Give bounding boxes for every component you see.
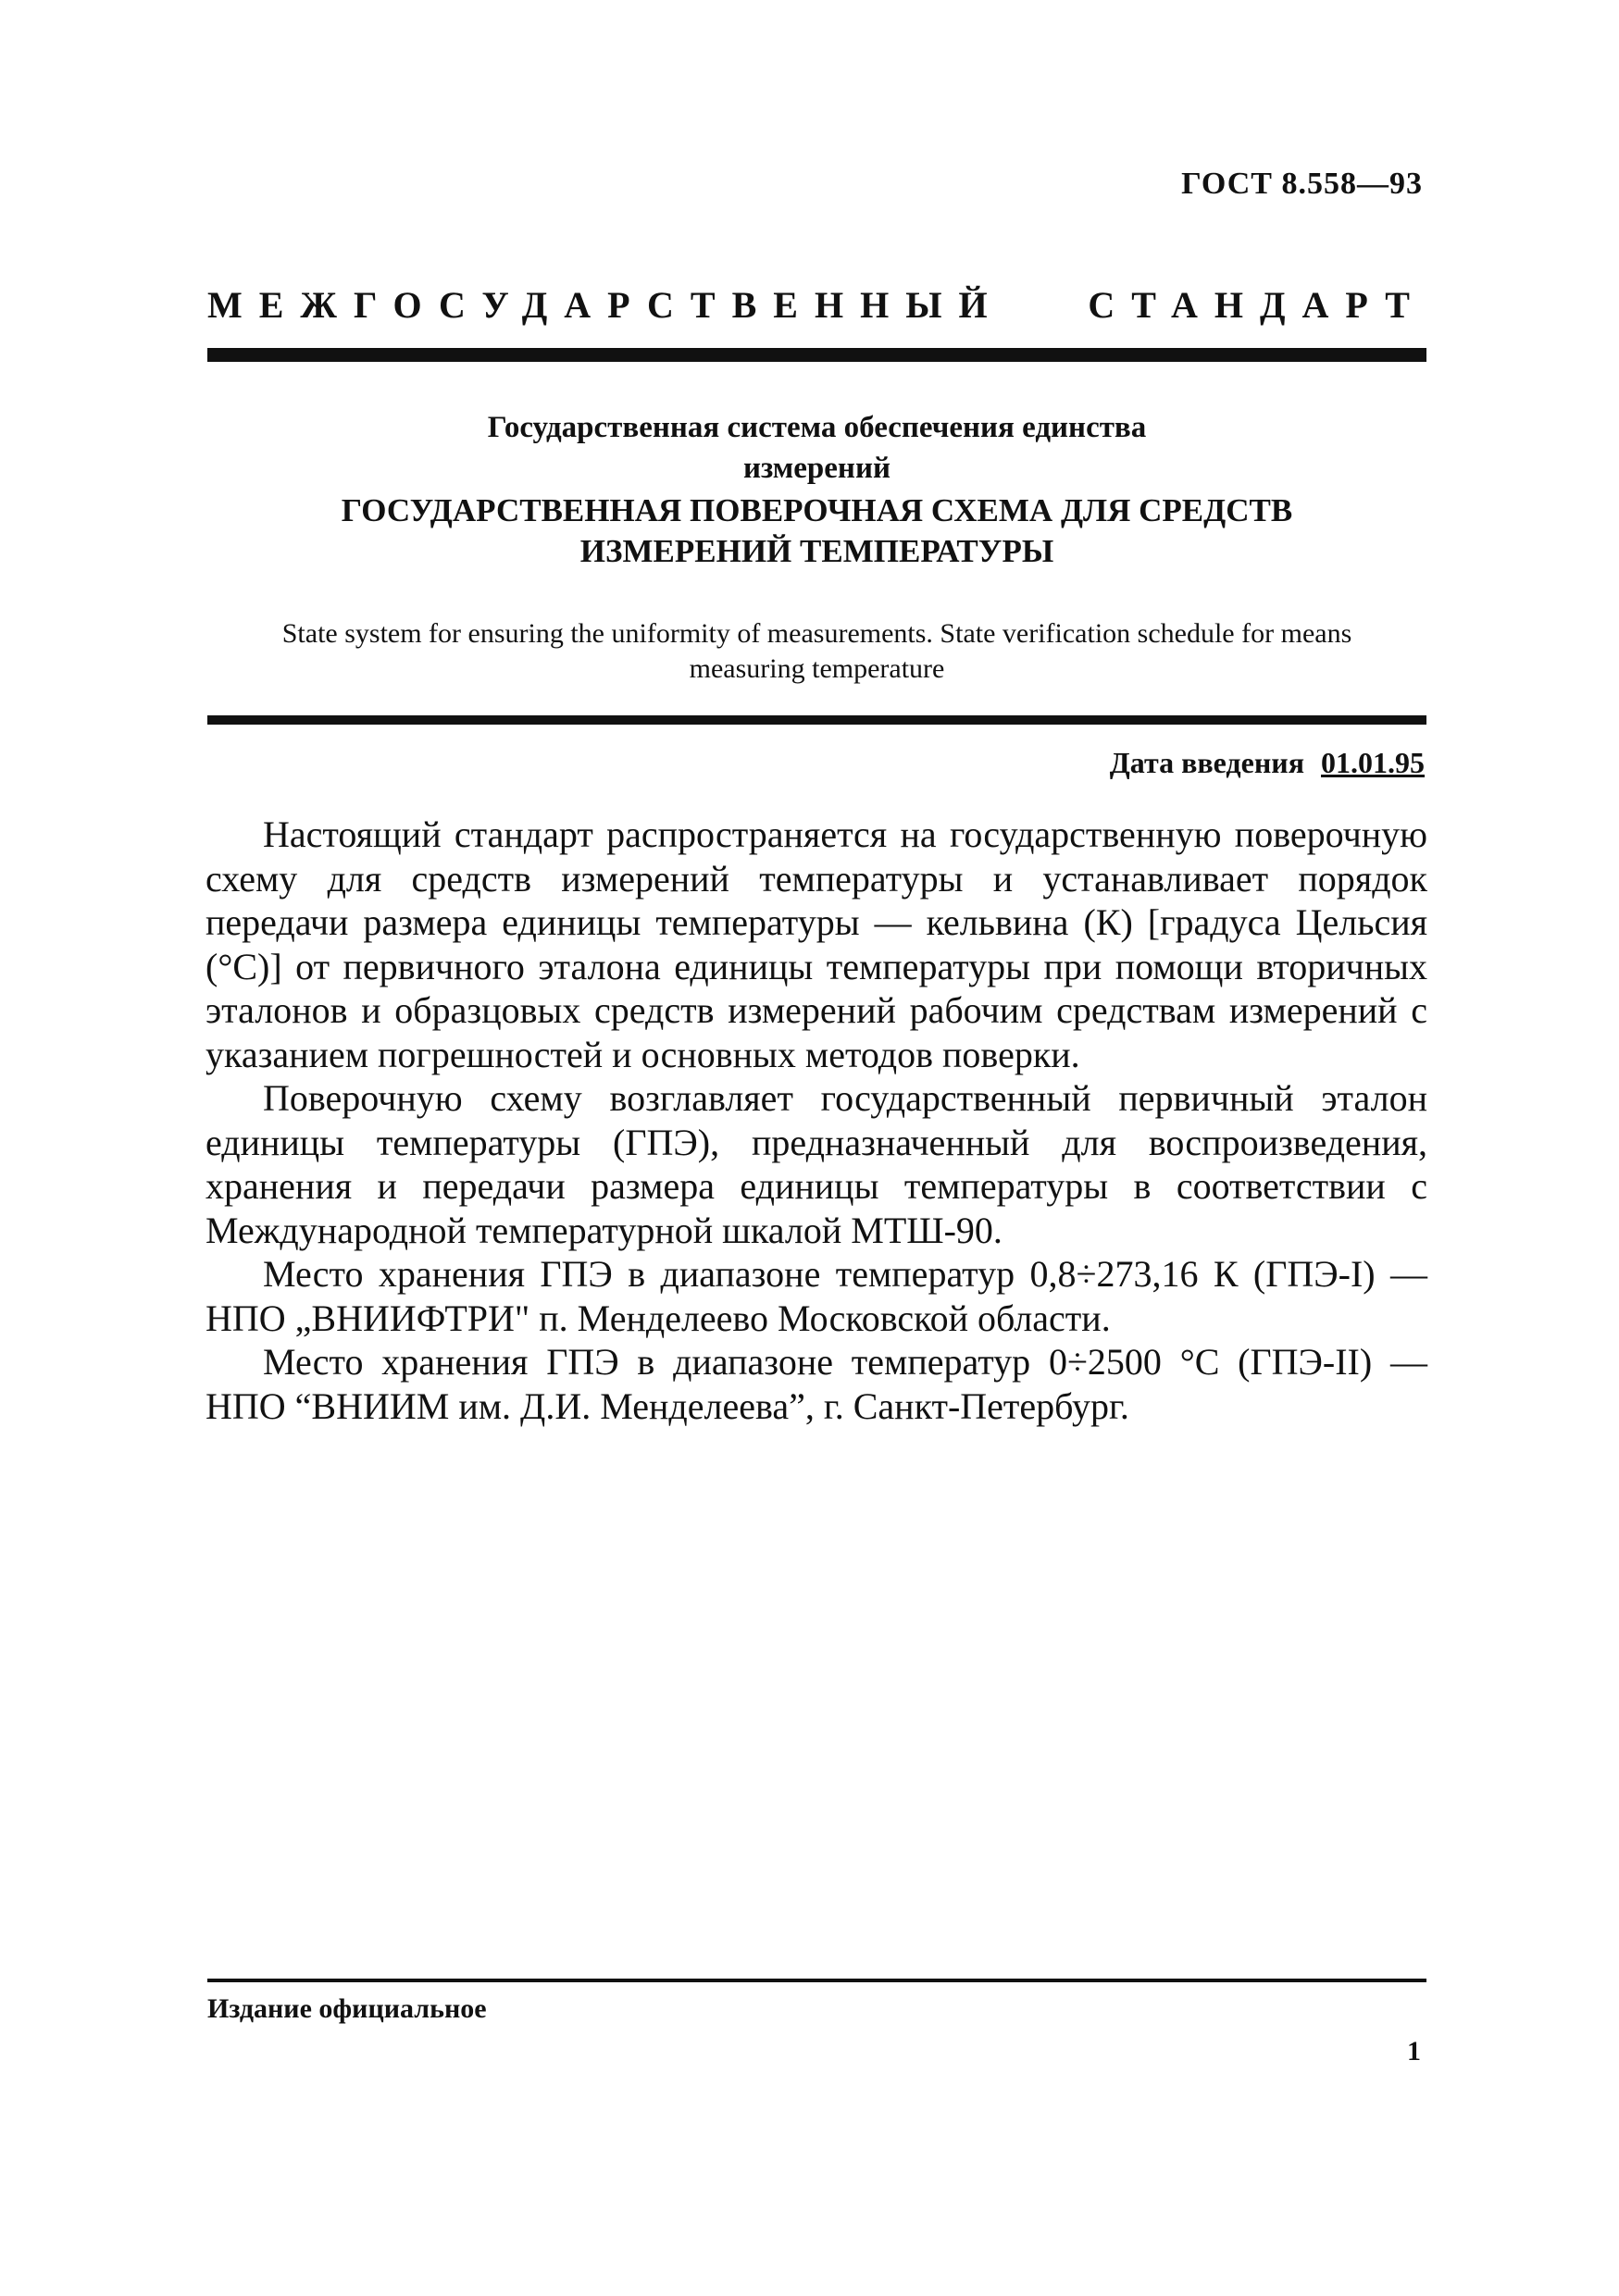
standard-type-heading bbox=[207, 283, 1426, 327]
footer-divider bbox=[207, 1979, 1426, 1982]
header-divider-bottom bbox=[207, 715, 1426, 725]
standard-type-word-2: СТАНДАРТ bbox=[1088, 284, 1426, 326]
header-divider-top bbox=[207, 348, 1426, 362]
introduction-date-label: Дата введения bbox=[1109, 746, 1304, 779]
page-number: 1 bbox=[1407, 2036, 1421, 2066]
introduction-date-value: 01.01.95 bbox=[1321, 746, 1425, 779]
title-block bbox=[207, 407, 1426, 687]
english-title: State system for ensuring the uniformity of measurements. State verification schedule for means measuring temperature bbox=[281, 618, 1352, 684]
document-code: ГОСТ 8.558—93 bbox=[1181, 167, 1423, 201]
paragraph-primary-standard: Поверочную схему возглавляет государственный первичный эталон единицы температуры (ГПЭ), предназначенный для воспроизведения, хранения и передачи размера единицы температуры в соответствии с Международной температурной шкалой МТШ-90. bbox=[205, 1077, 1427, 1251]
scheme-title: ГОСУДАРСТВЕННАЯ ПОВЕРОЧНАЯ СХЕМА ДЛЯ СРЕДСТВ ИЗМЕРЕНИЙ ТЕМПЕРАТУРЫ bbox=[341, 492, 1293, 569]
paragraph-storage-gpe-2: Место хранения ГПЭ в диапазоне температур 0÷2500 °С (ГПЭ-II) — НПО “ВНИИМ им. Д.И. Менделеева”, г. Санкт-Петербург. bbox=[205, 1341, 1427, 1427]
system-title: Государственная система обеспечения единства измерений bbox=[487, 411, 1147, 485]
document-body bbox=[205, 813, 1427, 1428]
edition-note: Издание официальное bbox=[207, 1993, 487, 2024]
paragraph-scope: Настоящий стандарт распространяется на государственную поверочную схему для средств измерений температуры и устанавливает порядок передачи размера единицы температуры — кельвина (К) [градуса Цельсия (°С)] от первичного эталона единицы температуры при помощи вторичных эталонов и образцовых средств измерений рабочим средствам измерений с указанием погрешностей и основных методов поверки. bbox=[205, 813, 1427, 1075]
introduction-date bbox=[1110, 746, 1425, 780]
paragraph-storage-gpe-1: Место хранения ГПЭ в диапазоне температур 0,8÷273,16 К (ГПЭ-I) — НПО „ВНИИФТРИ" п. Менделеево Московской области. bbox=[205, 1253, 1427, 1339]
standard-type-word-1: МЕЖГОСУДАРСТВЕННЫЙ bbox=[207, 284, 1004, 326]
